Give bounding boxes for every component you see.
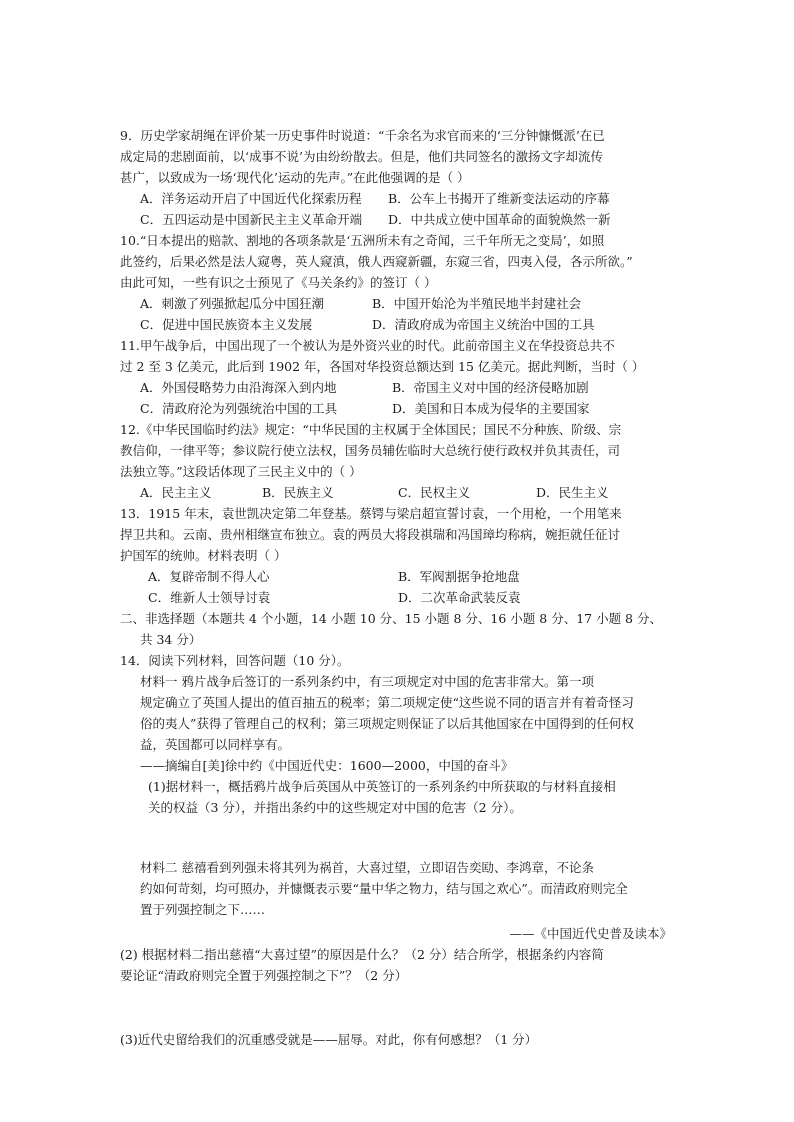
q11-option-c: C．清政府沦为列强统治中国的工具	[140, 401, 338, 416]
q10-option-c: C．促进中国民族资本主义发展	[140, 317, 313, 332]
q14-question1-line-2: 关的权益（3 分），并指出条约中的这些规定对中国的危害（2 分）。	[148, 800, 522, 815]
q10-line-3: 由此可知，一些有识之士预见了《马关条约》的签订（ ）	[120, 275, 437, 290]
q9-option-d: D．中共成立使中国革命的面貌焕然一新	[388, 212, 611, 227]
q11-option-b: B．帝国主义对中国的经济侵略加剧	[392, 380, 589, 395]
q10-line-1: 10.“日本提出的赔款、割地的各项条款是‘五洲所未有之奇闻，三千年所无之变局’，如照	[120, 233, 605, 248]
section-2-heading: 二、非选择题（本题共 4 个小题，14 小题 10 分、15 小题 8 分、16 小题 8 分、17 小题 8 分、	[120, 611, 662, 626]
q13-option-b: B．军阀割据争抢地盘	[398, 569, 520, 584]
q12-option-b: B．民族主义	[262, 485, 334, 500]
q10-line-2: 此签约，后果必然是法人窥粤，英人窥滇，俄人西窥新疆，东窥三省，四夷入侵，各示所欲。”	[120, 254, 633, 269]
q9-option-a: A．洋务运动开启了中国近代化探索历程	[140, 191, 362, 206]
q12-line-2: 教信仰，一律平等；参议院行使立法权，国务员辅佐临时大总统行使行政权并负其责任，司	[120, 443, 621, 458]
section-2-heading-cont: 共 34 分）	[140, 632, 202, 647]
q13-option-a: A．复辟帝制不得人心	[148, 569, 270, 584]
q14-source2: ——《中国近代史普及读本》	[509, 926, 672, 941]
q14-material1-line-2: 规定确立了英国人提出的值百抽五的税率；第二项规定使“这些说不同的语言并有着奇怪习	[140, 695, 634, 710]
q13-option-c: C．维新人士领导讨袁	[148, 590, 271, 605]
q14-question3: (3)近代史留给我们的沉重感受就是——屈辱。对此，你有何感想？（1 分）	[120, 1032, 538, 1047]
q12-line-3: 法独立等。”这段话体现了三民主义中的（ ）	[120, 464, 362, 479]
q12-line-1: 12.《中华民国临时约法》规定：“中华民国的主权属于全体国民；国民不分种族、阶级、宗	[120, 422, 622, 437]
q11-line-2: 过 2 至 3 亿美元，此后到 1902 年，各国对华投资总额达到 15 亿美元。据此判断，当时（ ）	[120, 359, 645, 374]
q14-source1: ——摘编自[美]徐中约《中国近代史：1600—2000，中国的奋斗》	[140, 758, 514, 773]
q14-material2-line-3: 置于列强控制之下……	[140, 902, 266, 917]
q14-intro: 14．阅读下列材料，回答问题（10 分）。	[120, 653, 350, 668]
q9-option-c: C．五四运动是中国新民主主义革命开端	[140, 212, 363, 227]
q10-option-b: B．中国开始沦为半殖民地半封建社会	[372, 296, 582, 311]
q9-line-3: 甚广，以致成为一场‘现代化’运动的先声。”在此他强调的是（ ）	[120, 170, 470, 185]
q13-line-3: 护国军的统帅。材料表明（ ）	[120, 548, 287, 563]
q11-option-a: A．外国侵略势力由沿海深入到内地	[140, 380, 337, 395]
q9-line-1: 9．历史学家胡绳在评价某一历史事件时说道：“千余名为求官而来的‘三分钟慷慨派’在已	[120, 128, 605, 143]
q11-option-d: D．美国和日本成为侵华的主要国家	[392, 401, 590, 416]
q13-line-2: 捍卫共和。云南、贵州相继宣布独立。袁的两员大将段祺瑞和冯国璋均称病，婉拒就任征讨	[120, 527, 621, 542]
q14-material2-line-1: 材料二 慈禧看到列强未将其列为祸首，大喜过望，立即诏告奕劻、李鸿章，不论条	[140, 860, 594, 875]
q14-question2-line-2: 要论证“清政府则完全置于列强控制之下”？（2 分）	[120, 968, 408, 983]
q14-material1-line-1: 材料一 鸦片战争后签订的一系列条约中，有三项规定对中国的危害非常大。第一项	[140, 674, 594, 689]
q13-line-1: 13．1915 年末，袁世凯决定第二年登基。蔡锷与梁启超宣誓讨袁，一个用枪，一个用笔来	[120, 506, 622, 521]
q14-question2-line-1: (2) 根据材料二指出慈禧“大喜过望”的原因是什么？（2 分）结合所学，根据条约内容简	[120, 947, 604, 962]
q9-line-2: 成定局的悲剧面前，以‘成事不说’为由纷纷散去。但是，他们共同签名的激扬文字却流传	[120, 149, 603, 164]
q10-option-a: A．刺激了列强掀起瓜分中国狂潮	[140, 296, 325, 311]
q12-option-c: C．民权主义	[398, 485, 471, 500]
q14-material1-line-3: 俗的夷人”获得了管理自己的权利；第三项规定则保证了以后其他国家在中国得到的任何权	[140, 716, 634, 731]
q12-option-d: D．民生主义	[536, 485, 609, 500]
q12-option-a: A．民主主义	[140, 485, 212, 500]
q9-option-b: B．公车上书揭开了维新变法运动的序幕	[388, 191, 610, 206]
q13-option-d: D．二次革命武装反袁	[398, 590, 521, 605]
q10-option-d: D．清政府成为帝国主义统治中国的工具	[372, 317, 595, 332]
q11-line-1: 11.甲午战争后，中国出现了一个被认为是外资兴业的时代。此前帝国主义在华投资总共不	[120, 338, 615, 353]
q14-material2-line-2: 约如何苛刻，均可照办，并慷慨表示要“量中华之物力，结与国之欢心”。而清政府则完全	[140, 881, 628, 896]
q14-material1-line-4: 益，英国都可以同样享有。	[140, 737, 291, 752]
q14-question1-line-1: (1)据材料一，概括鸦片战争后英国从中英签订的一系列条约中所获取的与材料直接相	[148, 779, 616, 794]
